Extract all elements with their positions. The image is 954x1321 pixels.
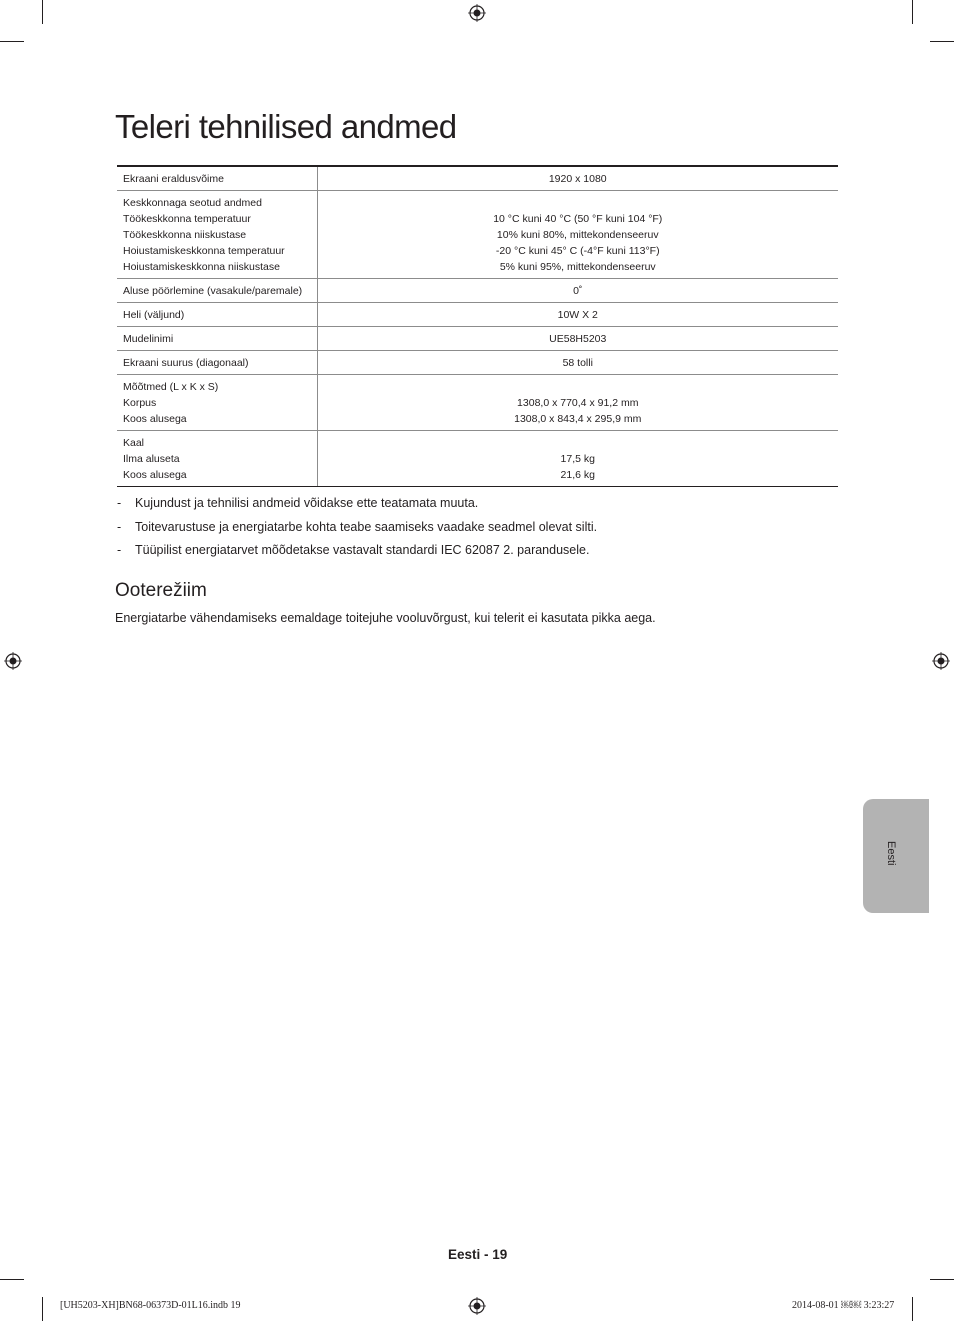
- slug-file: [UH5203-XH]BN68-06373D-01L16.indb 19: [60, 1300, 241, 1311]
- spec-label: Mudelinimi: [117, 327, 317, 351]
- crop-mark: [912, 1297, 913, 1321]
- registration-mark-icon: [932, 652, 950, 670]
- section-title: Ooterežiim: [115, 580, 207, 601]
- table-row: [117, 327, 838, 351]
- spec-value: 1920 x 1080: [317, 166, 838, 191]
- crop-mark: [42, 1297, 43, 1321]
- spec-label: Kaal Ilma aluseta Koos alusega: [117, 431, 317, 487]
- dash-marker: -: [117, 543, 122, 557]
- page-title: Teleri tehnilised andmed: [115, 108, 457, 145]
- slug-timestamp: 2014-08-01 ￼￼ 3:23:27: [792, 1300, 895, 1311]
- page-number: Eesti - 19: [448, 1247, 508, 1262]
- spec-label: Keskkonnaga seotud andmed Töökeskkonna temperatuur Töökeskkonna niiskustase Hoiustamiskeskkonna temperatuur Hoiustamiskeskkonna niiskustase: [117, 191, 317, 279]
- specs-table: [117, 165, 838, 487]
- crop-mark: [0, 1279, 24, 1280]
- spec-label: Mõõtmed (L x K x S) Korpus Koos alusega: [117, 375, 317, 431]
- registration-mark-icon: [468, 4, 486, 22]
- note-text: Tüüpilist energiatarvet mõõdetakse vastavalt standardi IEC 62087 2. parandusele.: [135, 543, 590, 557]
- spec-value: 17,5 kg 21,6 kg: [317, 431, 838, 487]
- list-item: [117, 519, 837, 543]
- language-tab-label: Eesti: [885, 841, 897, 866]
- table-row: [117, 279, 838, 303]
- note-text: Toitevarustuse ja energiatarbe kohta teabe saamiseks vaadake seadmel olevat silti.: [135, 519, 598, 534]
- dash-marker: -: [117, 496, 122, 510]
- section-text: Energiatarbe vähendamiseks eemaldage toitejuhe vooluvõrgust, kui telerit ei kasutata pikka aega.: [115, 611, 656, 625]
- dash-marker: -: [117, 519, 122, 534]
- notes-list: [117, 495, 837, 566]
- list-item: [117, 495, 837, 519]
- spec-value: 58 tolli: [317, 351, 838, 375]
- spec-label: Heli (väljund): [117, 303, 317, 327]
- spec-value: 10 °C kuni 40 °C (50 °F kuni 104 °F) 10% kuni 80%, mittekondenseeruv -20 °C kuni 45° C (-4°F kuni 113°F) 5% kuni 95%, mittekondenseeruv: [317, 191, 838, 279]
- spec-label: Ekraani suurus (diagonaal): [117, 351, 317, 375]
- table-row: [117, 431, 838, 487]
- spec-value: 10W X 2: [317, 303, 838, 327]
- crop-mark: [42, 0, 43, 24]
- note-text: Kujundust ja tehnilisi andmeid võidakse ette teatamata muuta.: [135, 496, 479, 510]
- list-item: [117, 542, 837, 566]
- crop-mark: [912, 0, 913, 24]
- language-tab: [863, 799, 929, 913]
- crop-mark: [930, 1279, 954, 1280]
- table-row: [117, 191, 838, 279]
- spec-label: Ekraani eraldusvõime: [117, 166, 317, 191]
- table-row: [117, 375, 838, 431]
- table-row: [117, 303, 838, 327]
- registration-mark-icon: [468, 1297, 486, 1315]
- spec-label: Aluse pöörlemine (vasakule/paremale): [117, 279, 317, 303]
- table-row: [117, 166, 838, 191]
- spec-value: 1308,0 x 770,4 x 91,2 mm 1308,0 x 843,4 x 295,9 mm: [317, 375, 838, 431]
- table-row: [117, 351, 838, 375]
- registration-mark-icon: [4, 652, 22, 670]
- crop-mark: [930, 41, 954, 42]
- spec-value: 0˚: [317, 279, 838, 303]
- spec-value: UE58H5203: [317, 327, 838, 351]
- crop-mark: [0, 41, 24, 42]
